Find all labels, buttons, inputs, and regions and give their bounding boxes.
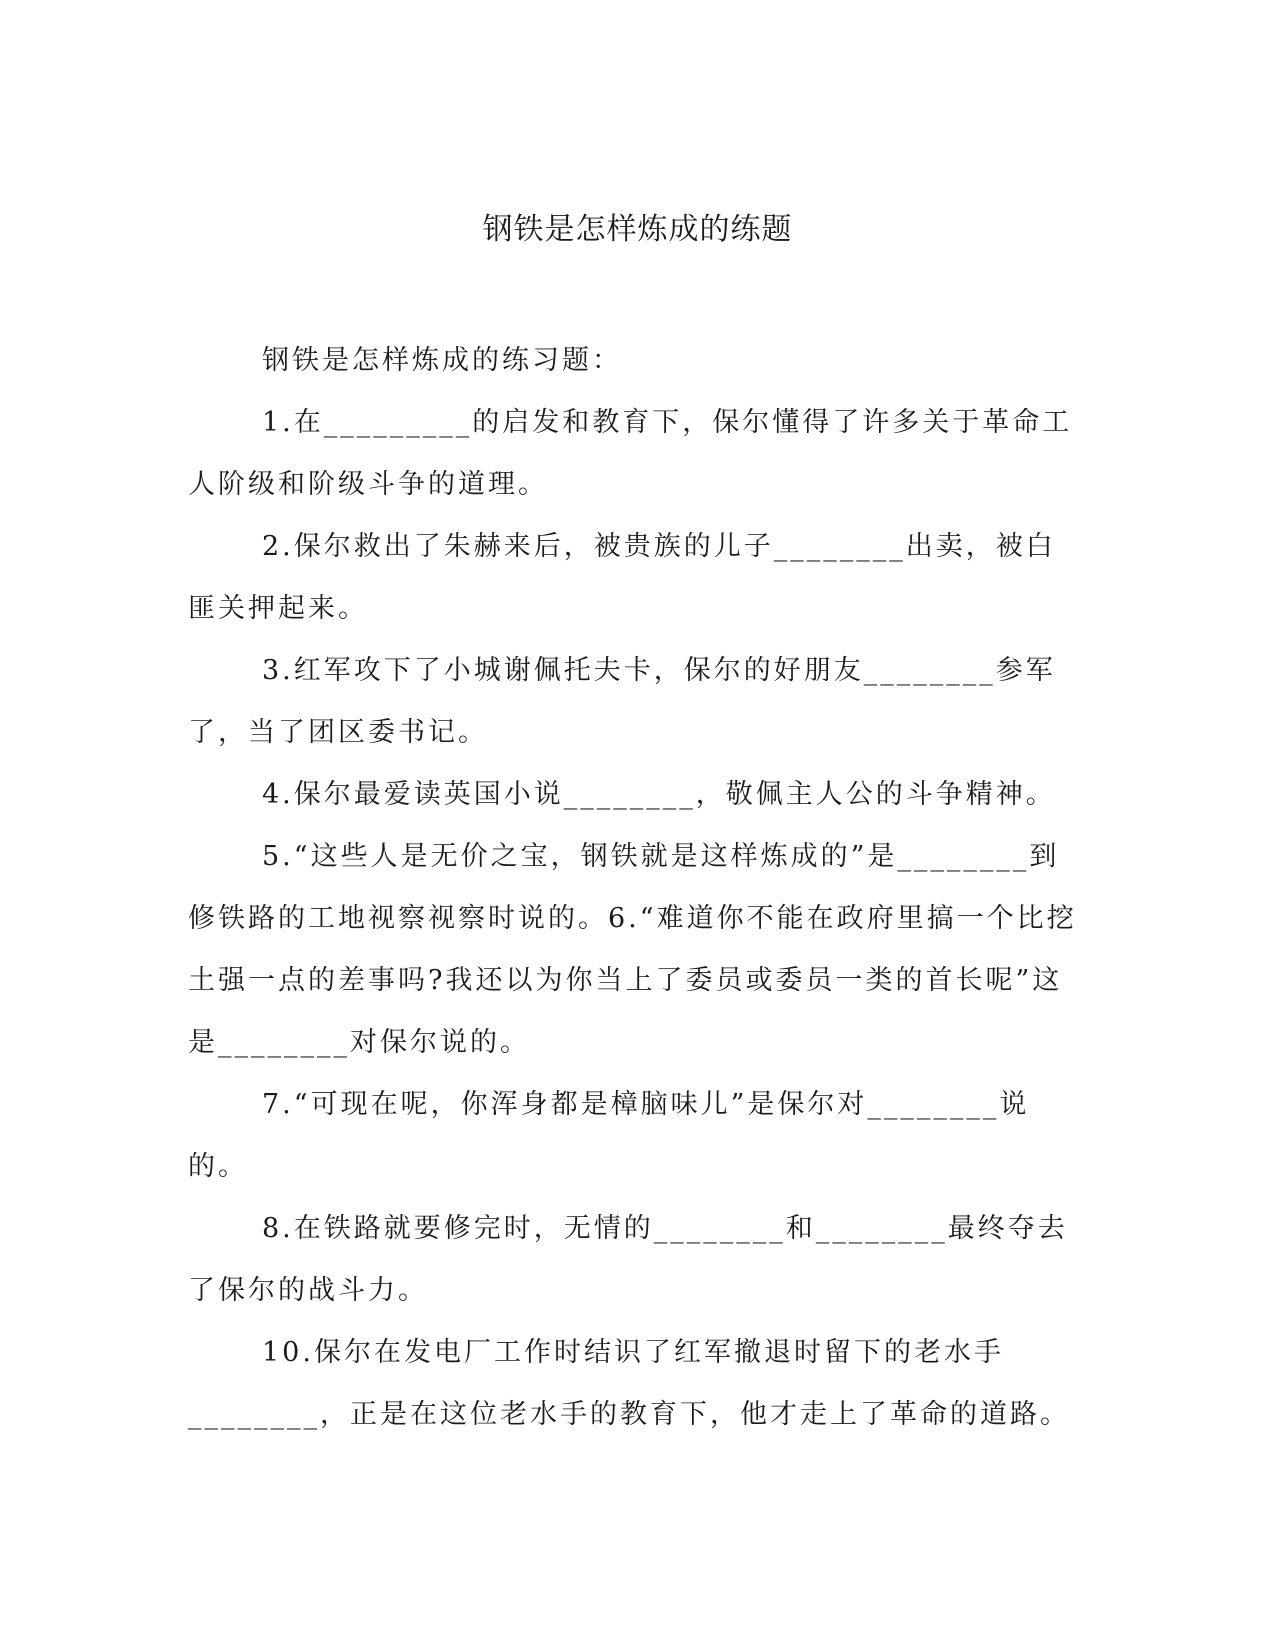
question-10: 10.保尔在发电厂工作时结识了红军撤退时留下的老水手________，正是在这位老水手的教育下，他才走上了革命的道路。 [188, 1337, 1070, 1430]
question-4: 4.保尔最爱读英国小说________，敬佩主人公的斗争精神。 [262, 779, 1056, 810]
question-3: 3.红军攻下了小城谢佩托夫卡，保尔的好朋友________参军了，当了团区委书记。 [188, 655, 1056, 748]
intro-paragraph: 钢铁是怎样炼成的练习题： [262, 345, 622, 376]
question-8: 8.在铁路就要修完时，无情的________和________最终夺去了保尔的战斗力。 [188, 1213, 1068, 1306]
question-7: 7.“可现在呢，你浑身都是樟脑味儿”是保尔对________说的。 [188, 1089, 1030, 1182]
question-1: 1.在_________的启发和教育下，保尔懂得了许多关于革命工人阶级和阶级斗争的道理。 [188, 407, 1073, 500]
document-body [188, 330, 1078, 1446]
question-2: 2.保尔救出了朱赫来后，被贵族的儿子________出卖，被白匪关押起来。 [188, 531, 1056, 624]
document-title: 钢铁是怎样炼成的练题 [482, 212, 793, 247]
question-5-6: 5.“这些人是无价之宝，钢铁就是这样炼成的”是________到修铁路的工地视察视察时说的。6.“难道你不能在政府里搞一个比挖土强一点的差事吗?我还以为你当上了委员或委员一类的首长呢”这是________对保尔说的。 [188, 841, 1077, 1058]
